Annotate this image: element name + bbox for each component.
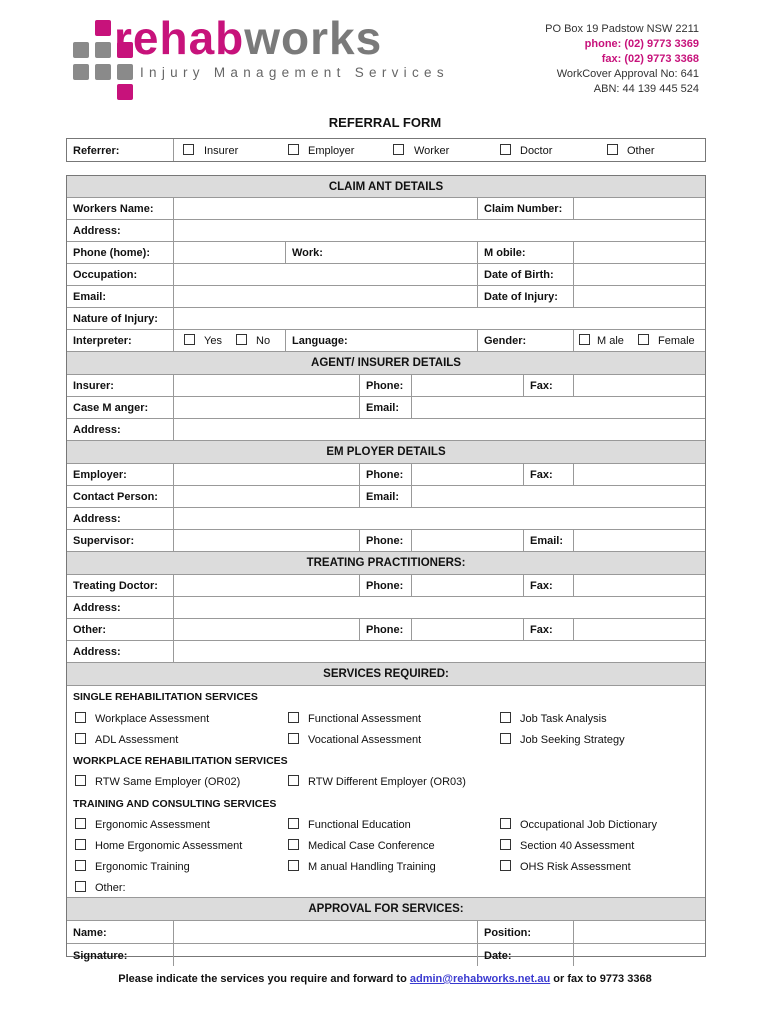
date-injury-input[interactable] xyxy=(573,286,705,307)
email-link[interactable]: admin@rehabworks.net.au xyxy=(409,973,551,985)
approval-position-input[interactable] xyxy=(573,921,705,943)
section-header-treating: TREATING PRACTITIONERS: xyxy=(67,551,705,574)
logo-square xyxy=(117,64,133,80)
footer-instruction: Please indicate the services you require and forward to admin@rehabworks.net.au or fax to 9773 3368 xyxy=(118,973,652,985)
checkbox-worker[interactable] xyxy=(393,144,404,155)
form-title: REFERRAL FORM xyxy=(328,115,442,130)
checkbox-workplace-assessment[interactable] xyxy=(75,712,86,723)
checkbox-ergonomic-training[interactable] xyxy=(75,860,86,871)
checkbox-ergonomic-assessment[interactable] xyxy=(75,818,86,829)
checkbox-rtw-same-employer[interactable] xyxy=(75,775,86,786)
checkbox-functional-education[interactable] xyxy=(288,818,299,829)
contact-person-input[interactable] xyxy=(173,486,359,507)
checkbox-section-40-assessment[interactable] xyxy=(500,839,511,850)
logo-square xyxy=(95,20,111,36)
checkbox-ohs-risk-assessment[interactable] xyxy=(500,860,511,871)
doctor-phone-input[interactable] xyxy=(411,575,523,596)
checkbox-manual-handling-training[interactable] xyxy=(288,860,299,871)
other-practitioner-input[interactable] xyxy=(173,619,359,640)
logo-square xyxy=(117,84,133,100)
checkbox-functional-assessment[interactable] xyxy=(288,712,299,723)
employer-input[interactable] xyxy=(173,464,359,485)
other-phone-input[interactable] xyxy=(411,619,523,640)
checkbox-employer[interactable] xyxy=(288,144,299,155)
logo-square xyxy=(73,42,89,58)
doctor-address-input[interactable] xyxy=(173,597,705,618)
treating-doctor-input[interactable] xyxy=(173,575,359,596)
occupation-input[interactable] xyxy=(173,264,477,285)
employer-address-input[interactable] xyxy=(173,508,705,529)
logo-square xyxy=(95,64,111,80)
supervisor-email-input[interactable] xyxy=(573,530,705,551)
approval-name-input[interactable] xyxy=(173,921,477,943)
checkbox-interpreter-yes[interactable] xyxy=(184,334,195,345)
checkbox-male[interactable] xyxy=(579,334,590,345)
section-header-claimant: CLAIM ANT DETAILS xyxy=(67,176,705,197)
agent-fax-input[interactable] xyxy=(573,375,705,396)
logo-square xyxy=(73,64,89,80)
section-header-agent: AGENT/ INSURER DETAILS xyxy=(67,351,705,374)
section-header-approval: APPROVAL FOR SERVICES: xyxy=(67,897,705,920)
checkbox-job-task-analysis[interactable] xyxy=(500,712,511,723)
dob-input[interactable] xyxy=(573,264,705,285)
checkbox-adl-assessment[interactable] xyxy=(75,733,86,744)
checkbox-insurer[interactable] xyxy=(183,144,194,155)
other-fax-input[interactable] xyxy=(573,619,705,640)
contact-address: PO Box 19 Padstow NSW 2211 phone: (02) 9773 3369 fax: (02) 9773 3368 WorkCover Approval No: 641 ABN: 44 139 445 524 xyxy=(545,23,699,95)
signature-input[interactable] xyxy=(173,944,477,966)
services-block: SINGLE REHABILITATION SERVICES Workplace Assessment Functional Assessment Job Task Analysis ADL Assessment Vocational Assessment Job Seeking Strategy WORKPLACE REHABILITATION SERVICES RTW Same Employer (OR02) RTW Different Employer (OR03) TRAINING AND CONSULTING SERVICES Ergonomic Assessment Functional Education Occupational Job Dictionary Home Ergonomic Assessment Medical Case Conference Section 40 Assessment Ergonomic Training M anual Handling Training OHS Risk Assessment Other: xyxy=(67,685,705,897)
employer-phone-input[interactable] xyxy=(411,464,523,485)
supervisor-input[interactable] xyxy=(173,530,359,551)
claim-number-input[interactable] xyxy=(573,198,705,219)
checkbox-medical-case-conference[interactable] xyxy=(288,839,299,850)
logo-wordmark: rehabworks xyxy=(114,12,383,64)
checkbox-doctor[interactable] xyxy=(500,144,511,155)
phone-home-input[interactable] xyxy=(173,242,285,263)
checkbox-home-ergonomic-assessment[interactable] xyxy=(75,839,86,850)
doctor-fax-input[interactable] xyxy=(573,575,705,596)
checkbox-rtw-different-employer[interactable] xyxy=(288,775,299,786)
checkbox-interpreter-no[interactable] xyxy=(236,334,247,345)
agent-phone-input[interactable] xyxy=(411,375,523,396)
checkbox-job-seeking-strategy[interactable] xyxy=(500,733,511,744)
section-header-employer: EM PLOYER DETAILS xyxy=(67,440,705,463)
checkbox-occupational-job-dictionary[interactable] xyxy=(500,818,511,829)
checkbox-vocational-assessment[interactable] xyxy=(288,733,299,744)
logo-square xyxy=(95,42,111,58)
agent-email-input[interactable] xyxy=(411,397,705,418)
claimant-address-input[interactable] xyxy=(173,220,705,241)
logo-tagline: Injury Management Services xyxy=(140,65,449,80)
approval-date-input[interactable] xyxy=(573,944,705,966)
checkbox-other[interactable] xyxy=(607,144,618,155)
nature-injury-input[interactable] xyxy=(173,308,705,329)
employer-email-input[interactable] xyxy=(411,486,705,507)
main-form-table: CLAIM ANT DETAILS Workers Name: Claim Number: Address: Phone (home): Work: M obile: Occupation: Date of Birth: Email: Date of Injury: Nature of Injury: Interpreter: Yes No Language: Gender: M ale Female AGENT/ INSURER DETAILS Insurer: Phone: Fax: Case M anger: Email: Address: EM PLOYER DETAILS Employer: Phone: Fax: Contact Person: Email: Address: Supervisor: Phone: Email: TREATING PRACTITIONERS: Treating Doctor: Phone: Fax: Address: Other: Phone: Fax: Address: SERVICES REQUIRED: SINGLE REHABILITATION SERVICES Workplace Assessment Functional Assessment Job Task Analysis ADL Assessment Vocational Assessment Job Seeking Strategy WORKPLACE REHABILITATION SERVICES RTW Same Employer (OR02) RTW Different Employer (OR03) TRAINING AND CONSULTING SERVICES Ergonomic Assessment Functional Education Occupational Job Dictionary Home Ergonomic Assessment Medical Case Conference Section 40 Assessment Ergonomic Training M anual Handling Training OHS Risk Assessment Other: APPROVAL FOR SERVICES: Name: Position: Signature: Date: xyxy=(66,175,706,957)
section-header-services: SERVICES REQUIRED: xyxy=(67,662,705,685)
email-input[interactable] xyxy=(173,286,477,307)
referrer-table: Referrer: Insurer Employer Worker Doctor Other xyxy=(66,138,706,162)
checkbox-other-service[interactable] xyxy=(75,881,86,892)
checkbox-female[interactable] xyxy=(638,334,649,345)
mobile-input[interactable] xyxy=(573,242,705,263)
other-address-input[interactable] xyxy=(173,641,705,662)
agent-address-input[interactable] xyxy=(173,419,705,440)
supervisor-phone-input[interactable] xyxy=(411,530,523,551)
insurer-input[interactable] xyxy=(173,375,359,396)
employer-fax-input[interactable] xyxy=(573,464,705,485)
case-manager-input[interactable] xyxy=(173,397,359,418)
